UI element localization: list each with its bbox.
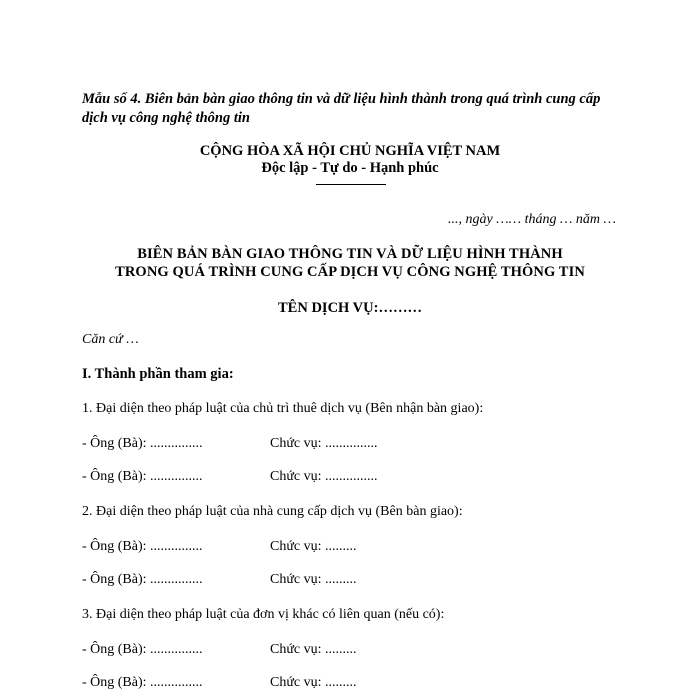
service-name: TÊN DỊCH VỤ:………: [278, 300, 422, 316]
form-title-line-1: Mẫu số 4. Biên bản bàn giao thông tin và dữ liệu hình thành trong quá trình cung cấp: [82, 91, 601, 107]
party-3-position-1: Chức vụ: .........: [270, 642, 357, 657]
national-name: CỘNG HÒA XÃ HỘI CHỦ NGHĨA VIỆT NAM: [199, 143, 501, 159]
document-title-line-1: BIÊN BẢN BÀN GIAO THÔNG TIN VÀ DỮ LIỆU HÌNH THÀNH: [137, 246, 563, 262]
party-2-person-1: - Ông (Bà): ...............: [82, 539, 203, 554]
legal-basis: Căn cứ …: [82, 332, 139, 347]
motto-underline: [316, 184, 386, 185]
party-2-position-1: Chức vụ: .........: [270, 539, 357, 554]
party-2-person-2: - Ông (Bà): ...............: [82, 572, 203, 587]
section-participants-heading: I. Thành phần tham gia:: [82, 366, 234, 382]
party-1-position-1: Chức vụ: ...............: [270, 436, 378, 451]
party-3-position-2: Chức vụ: .........: [270, 675, 357, 690]
party-1-person-2: - Ông (Bà): ...............: [82, 469, 203, 484]
party-3-person-2: - Ông (Bà): ...............: [82, 675, 203, 690]
party-1-position-2: Chức vụ: ...............: [270, 469, 378, 484]
party-2-position-2: Chức vụ: .........: [270, 572, 357, 587]
party-1-heading: 1. Đại diện theo pháp luật của chủ trì thuê dịch vụ (Bên nhận bàn giao):: [82, 401, 484, 416]
form-title-line-2: dịch vụ công nghệ thông tin: [82, 110, 250, 126]
document-title-line-2: TRONG QUÁ TRÌNH CUNG CẤP DỊCH VỤ CÔNG NGHỆ THÔNG TIN: [115, 264, 585, 280]
national-motto: Độc lập - Tự do - Hạnh phúc: [261, 160, 439, 176]
party-1-person-1: - Ông (Bà): ...............: [82, 436, 203, 451]
date-line: ..., ngày …… tháng … năm …: [447, 212, 616, 227]
party-2-heading: 2. Đại diện theo pháp luật của nhà cung cấp dịch vụ (Bên bàn giao):: [82, 504, 463, 519]
party-3-heading: 3. Đại diện theo pháp luật của đơn vị khác có liên quan (nếu có):: [82, 607, 445, 622]
party-3-person-1: - Ông (Bà): ...............: [82, 642, 203, 657]
